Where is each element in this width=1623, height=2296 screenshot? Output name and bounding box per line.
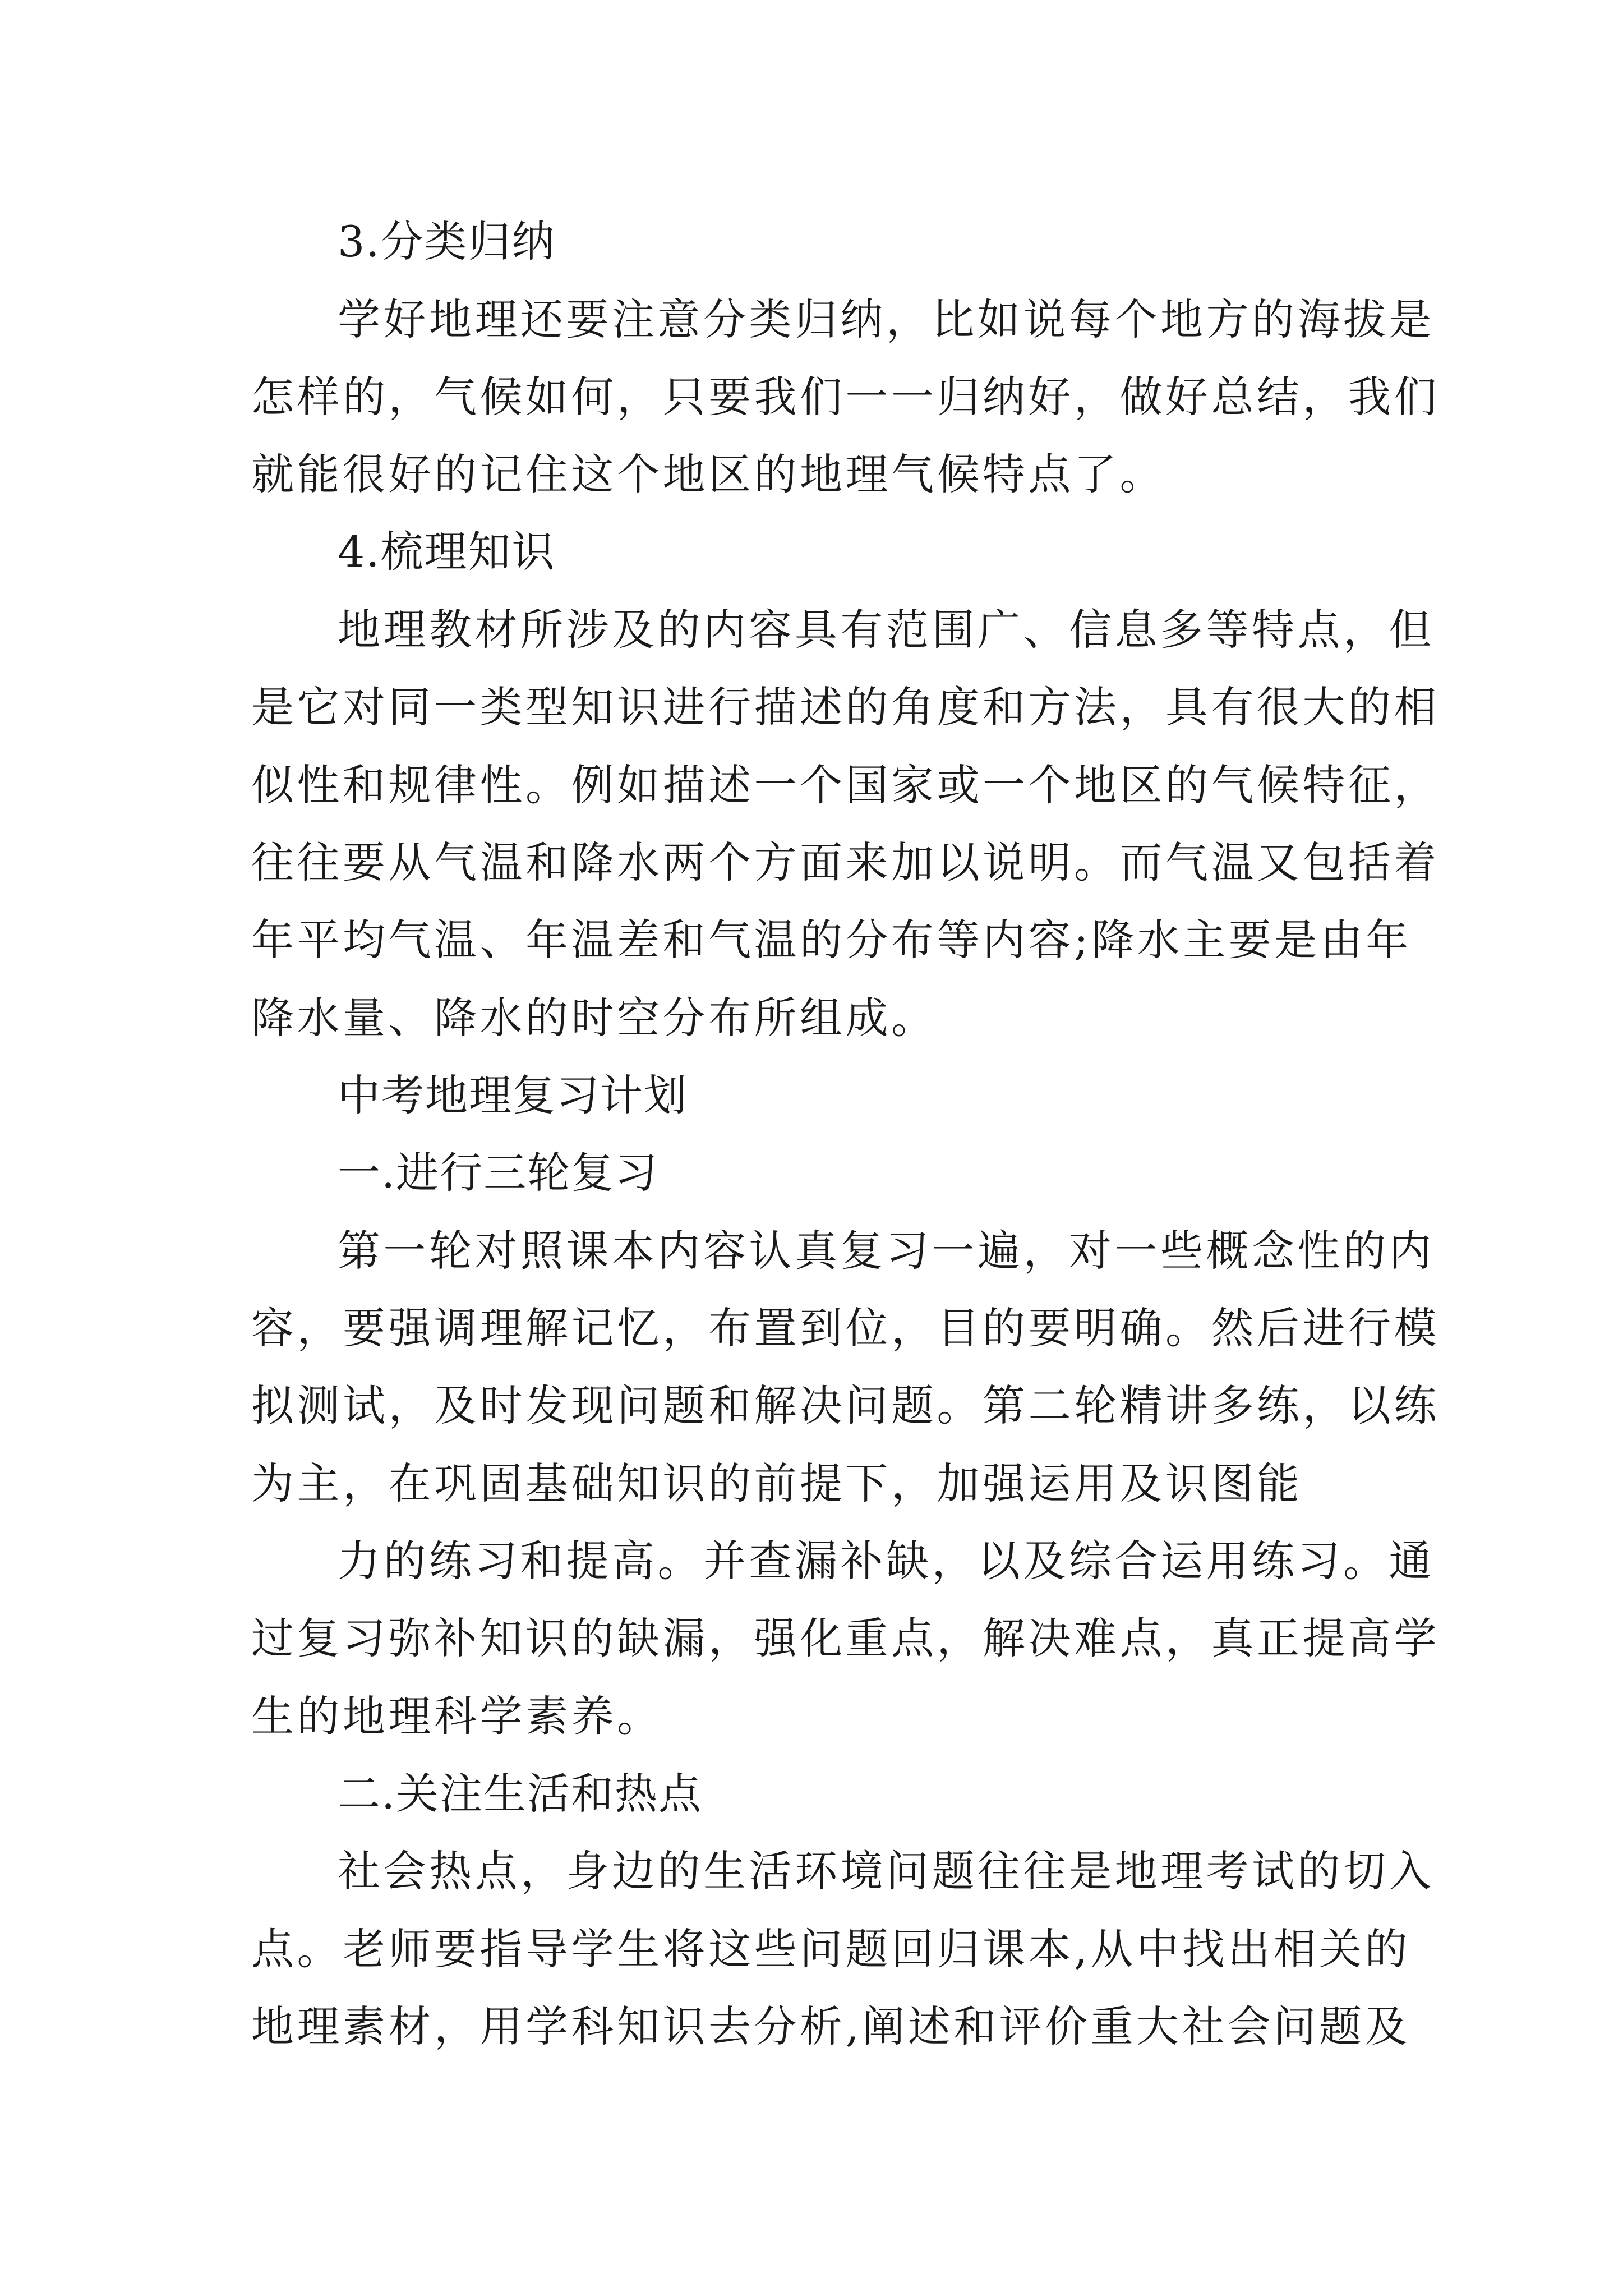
- paragraph-line: 降水量、降水的时空分布所组成。: [251, 993, 937, 1043]
- paragraph-line: 拟测试，及时发现问题和解决问题。第二轮精讲多练，以练: [251, 1381, 1440, 1430]
- paragraph-line: 地理素材，用学科知识去分析,阐述和评价重大社会问题及: [251, 2001, 1411, 2051]
- paragraph-line: 是它对同一类型知识进行描述的角度和方法，具有很大的相: [251, 682, 1440, 732]
- paragraph-line: 往往要从气温和降水两个方面来加以说明。而气温又包括着: [251, 838, 1440, 887]
- paragraph-line: 学好地理还要注意分类归纳，比如说每个地方的海拔是: [338, 295, 1435, 344]
- section-heading-organize: 4.梳理知识: [338, 527, 556, 577]
- paragraph-line: 地理教材所涉及的内容具有范围广、信息多等特点，但: [338, 605, 1435, 655]
- paragraph-line: 力的练习和提高。并查漏补缺，以及综合运用练习。通: [338, 1536, 1435, 1586]
- plan-title: 中考地理复习计划: [338, 1070, 688, 1120]
- paragraph-line: 容，要强调理解记忆，布置到位，目的要明确。然后进行模: [251, 1303, 1440, 1353]
- paragraph-line: 生的地理科学素养。: [251, 1691, 663, 1741]
- section-heading-hotspots: 二.关注生活和热点: [338, 1769, 703, 1819]
- paragraph-line: 为主，在巩固基础知识的前提下，加强运用及识图能: [251, 1458, 1303, 1508]
- paragraph-line: 似性和规律性。例如描述一个国家或一个地区的气候特征，: [251, 760, 1440, 810]
- section-heading-three-rounds: 一.进行三轮复习: [338, 1148, 659, 1198]
- paragraph-line: 怎样的，气候如何，只要我们一一归纳好，做好总结，我们: [251, 372, 1440, 422]
- paragraph-line: 第一轮对照课本内容认真复习一遍，对一些概念性的内: [338, 1226, 1435, 1276]
- paragraph-line: 年平均气温、年温差和气温的分布等内容;降水主要是由年: [251, 915, 1412, 965]
- paragraph-line: 过复习弥补知识的缺漏，强化重点，解决难点，真正提高学: [251, 1613, 1440, 1663]
- paragraph-line: 点。老师要指导学生将这些问题回归课本,从中找出相关的: [251, 1924, 1411, 1974]
- paragraph-line: 社会热点，身边的生活环境问题往往是地理考试的切入: [338, 1846, 1435, 1896]
- section-heading-classify: 3.分类归纳: [338, 217, 556, 266]
- paragraph-line: 就能很好的记住这个地区的地理气候特点了。: [251, 449, 1165, 499]
